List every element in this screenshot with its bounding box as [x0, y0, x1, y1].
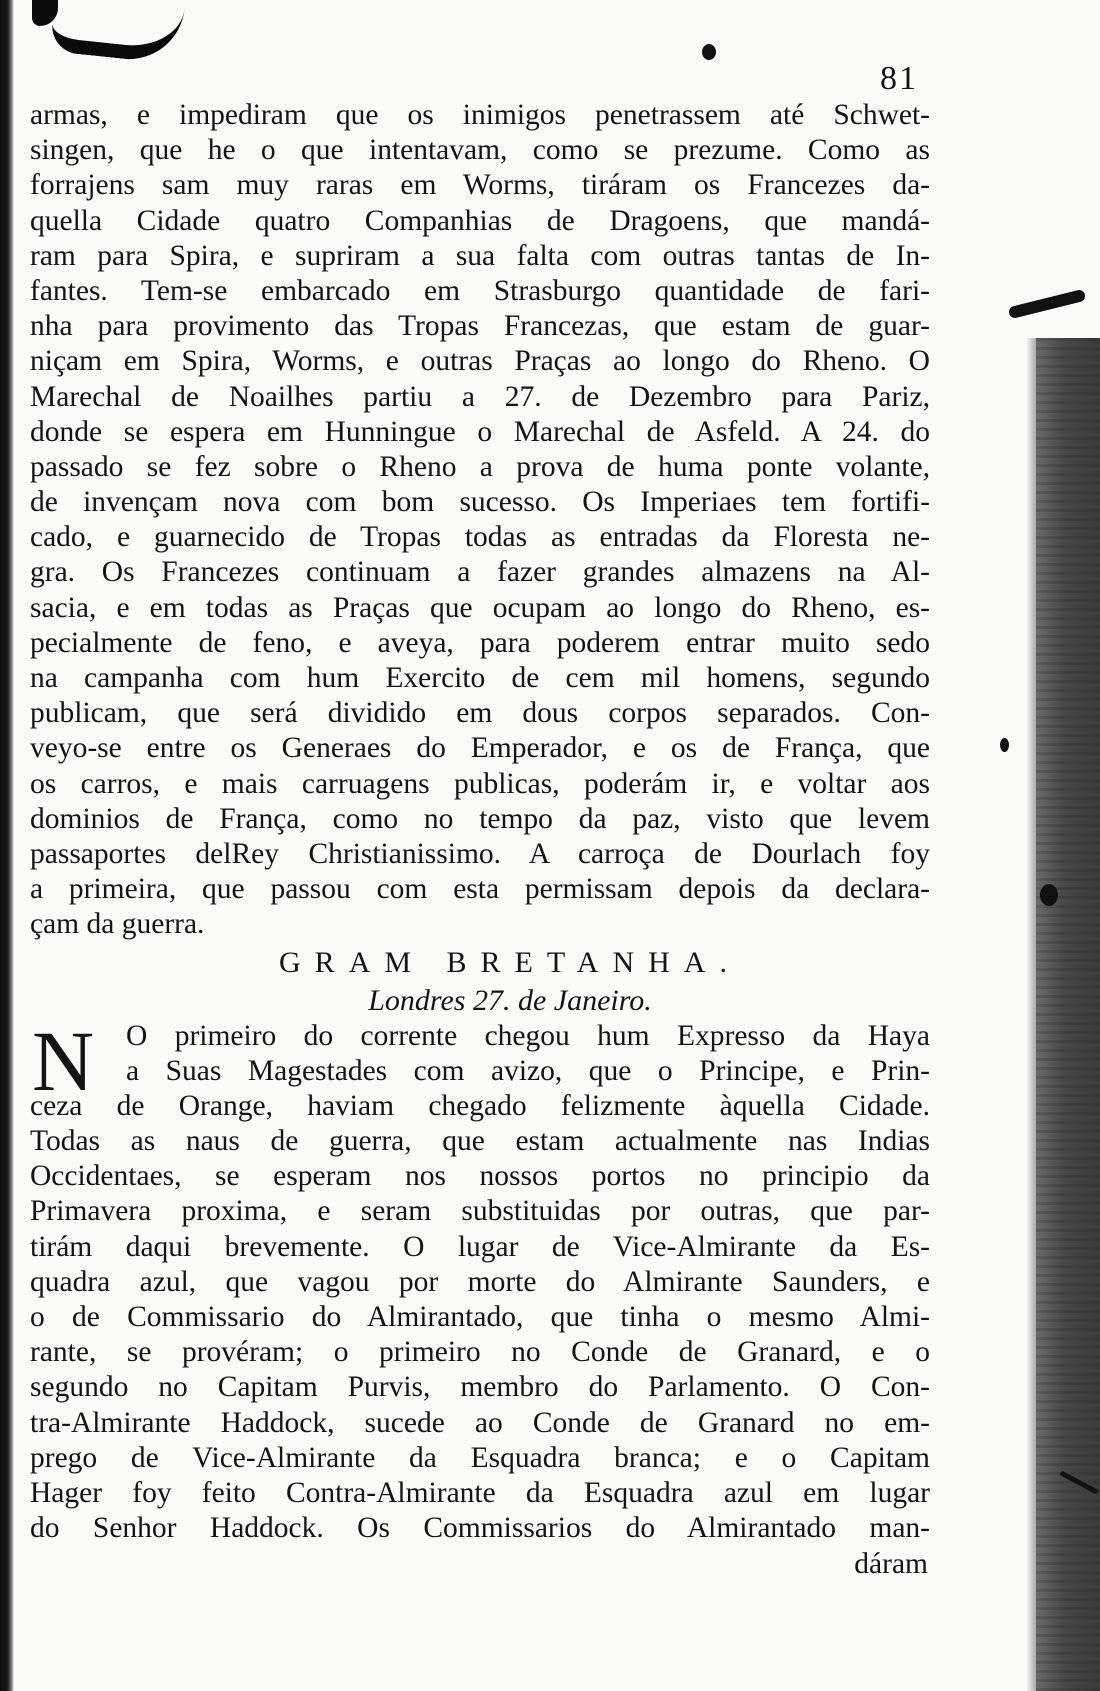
text-line: a primeira, que passou com esta permissam depois da declara-	[30, 873, 930, 906]
text-line: tirám daqui brevemente. O lugar de Vice-Almirante da Es-	[30, 1230, 930, 1263]
section-heading: GRAM BRETANHA.	[279, 945, 741, 979]
margin-ink-mark	[1000, 738, 1009, 752]
text-line: O primeiro do corrente chegou hum Expresso da Haya	[126, 1019, 930, 1052]
text-line: Marechal de Noailhes partiu a 27. de Dezembro para Pariz,	[30, 380, 930, 413]
drop-cap: N	[32, 1012, 95, 1109]
text-line: rante, se provéram; o primeiro no Conde de Granard, e o	[30, 1336, 930, 1369]
ink-dot	[702, 44, 716, 60]
paragraph-news-france	[30, 98, 930, 943]
catchword: dáram	[854, 1548, 928, 1581]
text-line: quella Cidade quatro Companhias de Dragoens, que mandá-	[30, 204, 930, 237]
text-line: Hager foy feito Contra-Almirante da Esquadra azul em lugar	[30, 1476, 930, 1509]
text-line: gra. Os Francezes continuam a fazer grandes almazens na Al-	[30, 556, 930, 589]
text-line: a Suas Magestades com avizo, que o Principe, e Prin-	[126, 1054, 930, 1087]
text-line: prego de Vice-Almirante da Esquadra branca; e o Capitam	[30, 1441, 930, 1474]
text-line: pecialmente de feno, e aveya, para poderem entrar muito sedo	[30, 626, 930, 659]
text-line: donde se espera em Hunningue o Marechal de Asfeld. A 24. do	[30, 415, 930, 448]
text-line: quadra azul, que vagou por morte do Almirante Saunders, e	[30, 1265, 930, 1298]
text-line: na campanha com hum Exercito de cem mil homens, segundo	[30, 662, 930, 694]
text-line: publicam, que será dividido em dous corpos separados. Con-	[30, 697, 930, 730]
text-line: niçam em Spira, Worms, e outras Praças ao longo do Rheno. O	[30, 345, 930, 378]
page-number: 81	[880, 60, 918, 97]
ink-stroke	[49, 0, 184, 65]
text-line: Todas as naus de guerra, que estam actualmente nas Indias	[30, 1125, 930, 1158]
text-line: forrajens sam muy raras em Worms, tiráram os Francezes da-	[30, 169, 930, 202]
text-line: çam da guerra.	[30, 908, 205, 941]
text-line: nha para provimento das Tropas Francezas, que estam de guar-	[30, 310, 930, 343]
dateline: Londres 27. de Janeiro.	[368, 983, 652, 1017]
text-line: singen, que he o que intentavam, como se prezume. Como as	[30, 134, 930, 167]
body-text	[30, 98, 930, 1582]
text-line: passado se fez sobre o Rheno a prova de huma ponte volante,	[30, 450, 930, 483]
margin-ink-mark	[1040, 884, 1058, 906]
text-line: dominios de França, como no tempo da paz, visto que levem	[30, 802, 930, 835]
text-line: fantes. Tem-se embarcado em Strasburgo quantidade de fari-	[30, 274, 930, 307]
text-line: de invençam nova com bom sucesso. Os Imperiaes tem fortifi-	[30, 486, 930, 519]
text-line: armas, e impediram que os inimigos penetrassem até Schwet-	[30, 99, 930, 131]
text-line: passaportes delRey Christianissimo. A carroça de Dourlach foy	[30, 837, 930, 870]
text-line: tra-Almirante Haddock, sucede ao Conde de Granard no em-	[30, 1406, 930, 1439]
text-line: os carros, e mais carruagens publicas, poderám ir, e voltar aos	[30, 767, 930, 800]
text-line: do Senhor Haddock. Os Commissarios do Almirantado man-	[30, 1512, 930, 1545]
margin-ink-mark	[1008, 289, 1087, 320]
text-line: Occidentaes, se esperam nos nossos portos no principio da	[30, 1160, 930, 1193]
paragraph-news-britain	[30, 1012, 930, 1547]
text-line: sacia, e em todas as Praças que ocupam ao longo do Rheno, es-	[30, 591, 930, 624]
text-line: cado, e guarnecido de Tropas todas as entradas da Floresta ne-	[30, 521, 930, 554]
text-line: o de Commissario do Almirantado, que tinha o mesmo Almi-	[30, 1301, 930, 1333]
text-line: segundo no Capitam Purvis, membro do Parlamento. O Con-	[30, 1371, 930, 1404]
text-line: ceza de Orange, haviam chegado felizmente àquella Cidade.	[30, 1089, 930, 1122]
binding-edge	[0, 0, 14, 1691]
text-line: veyo-se entre os Generaes do Emperador, e os de França, que	[30, 732, 930, 765]
text-line: ram para Spira, e supriram a sua falta com outras tantas de In-	[30, 239, 930, 272]
text-line: Primavera proxima, e seram substituidas por outras, que par-	[30, 1195, 930, 1228]
